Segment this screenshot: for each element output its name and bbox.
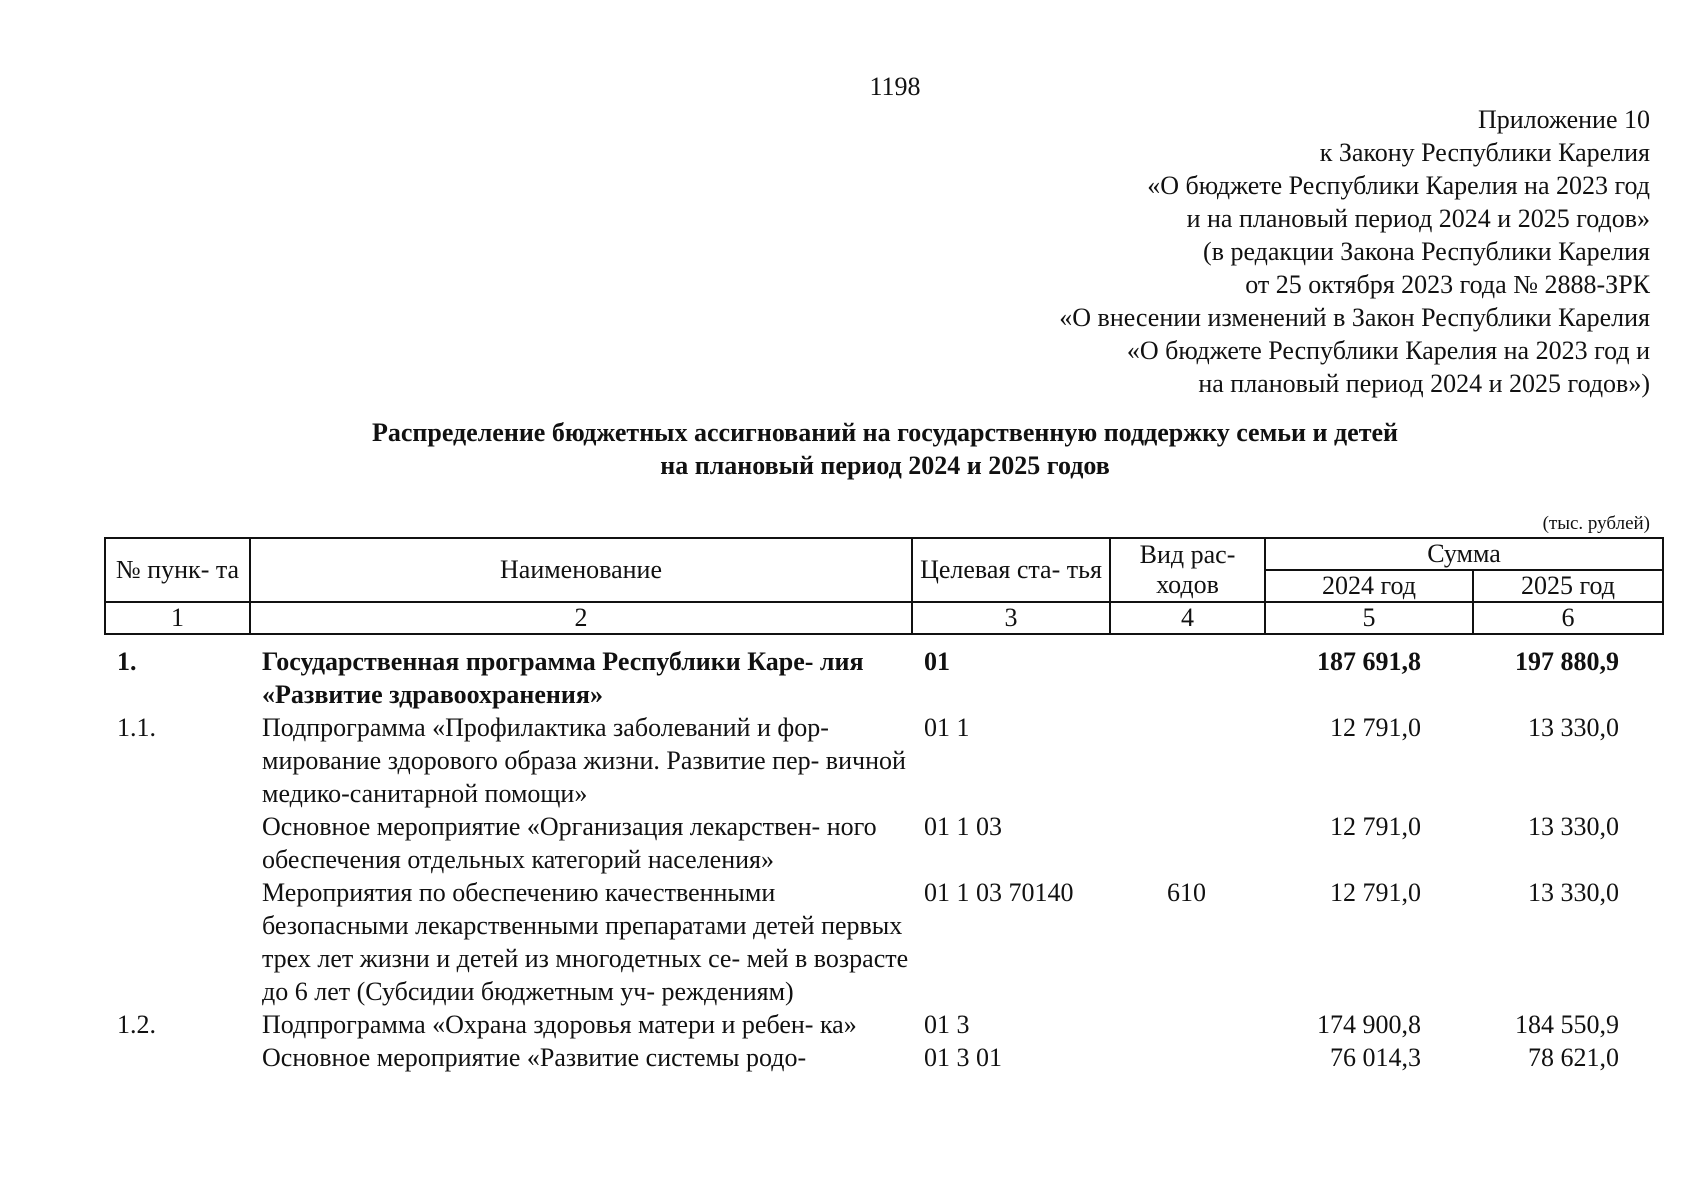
table-row bbox=[104, 645, 1662, 711]
cell-y2024: 174 900,8 bbox=[1317, 1010, 1421, 1039]
cell-name: Основное мероприятие «Развитие системы родо- bbox=[262, 1043, 807, 1072]
cell-name: Основное мероприятие «Организация лекарствен- ного обеспечения отдельных категорий населения» bbox=[262, 812, 877, 874]
cell-y2024: 187 691,8 bbox=[1317, 647, 1421, 676]
document-title-line: на плановый период 2024 и 2025 годов bbox=[660, 451, 1110, 480]
cell-y2024: 12 791,0 bbox=[1330, 878, 1421, 907]
header-name: Наименование bbox=[250, 538, 912, 602]
column-number: 1 bbox=[105, 602, 250, 634]
header-kind: Вид рас- ходов bbox=[1110, 538, 1265, 602]
cell-code: 01 3 01 bbox=[924, 1043, 1002, 1072]
appendix-line: к Закону Республики Карелия bbox=[1319, 138, 1650, 167]
cell-num: 1.2. bbox=[117, 1010, 156, 1039]
cell-y2025: 13 330,0 bbox=[1528, 713, 1619, 742]
cell-y2025: 197 880,9 bbox=[1515, 647, 1619, 676]
cell-kind bbox=[1124, 1008, 1249, 1041]
cell-y2024: 76 014,3 bbox=[1330, 1043, 1421, 1072]
table-row bbox=[104, 711, 1662, 810]
cell-code: 01 3 bbox=[924, 1010, 970, 1039]
cell-name: Государственная программа Республики Каре- лия «Развитие здравоохранения» bbox=[262, 647, 864, 709]
appendix-line: на плановый период 2024 и 2025 годов») bbox=[1198, 369, 1650, 398]
cell-num: 1. bbox=[117, 647, 137, 676]
column-number: 5 bbox=[1265, 602, 1473, 634]
cell-kind bbox=[1124, 810, 1249, 876]
appendix-line: от 25 октября 2023 года № 2888-ЗРК bbox=[1245, 270, 1650, 299]
column-number: 6 bbox=[1473, 602, 1663, 634]
appendix-header bbox=[1059, 103, 1650, 400]
appendix-line: «О бюджете Республики Карелия на 2023 год и bbox=[1126, 336, 1650, 365]
table-header bbox=[104, 537, 1664, 635]
table-row bbox=[104, 876, 1662, 1008]
cell-num bbox=[104, 810, 262, 876]
cell-num bbox=[104, 876, 262, 1008]
cell-name: Подпрограмма «Профилактика заболеваний и фор- мирование здорового образа жизни. Развитие пер- вичной медико-санитарной помощи» bbox=[262, 713, 906, 808]
cell-kind bbox=[1124, 1041, 1249, 1074]
cell-y2024: 12 791,0 bbox=[1330, 812, 1421, 841]
cell-code: 01 1 03 70140 bbox=[924, 878, 1074, 907]
cell-code: 01 1 bbox=[924, 713, 970, 742]
cell-y2025: 13 330,0 bbox=[1528, 878, 1619, 907]
cell-num bbox=[104, 1041, 262, 1074]
column-number: 3 bbox=[912, 602, 1110, 634]
table-body bbox=[104, 645, 1662, 1074]
header-2024: 2024 год bbox=[1265, 570, 1473, 602]
cell-y2024: 12 791,0 bbox=[1330, 713, 1421, 742]
header-num: № пунк- та bbox=[105, 538, 250, 602]
appendix-line: Приложение 10 bbox=[1477, 105, 1650, 134]
appendix-line: и на плановый период 2024 и 2025 годов» bbox=[1186, 204, 1650, 233]
cell-y2025: 184 550,9 bbox=[1515, 1010, 1619, 1039]
cell-kind bbox=[1124, 645, 1249, 711]
cell-y2025: 13 330,0 bbox=[1528, 812, 1619, 841]
column-number: 4 bbox=[1110, 602, 1265, 634]
header-code: Целевая ста- тья bbox=[912, 538, 1110, 602]
table-row bbox=[104, 810, 1662, 876]
appendix-line: «О бюджете Республики Карелия на 2023 год bbox=[1147, 171, 1650, 200]
cell-name: Мероприятия по обеспечению качественными безопасными лекарственными препаратами детей первых трех лет жизни и детей из многодетных се- мей в возрасте до 6 лет (Субсидии бюджетным уч- реждениям) bbox=[262, 878, 909, 1006]
page-number: 1198 bbox=[869, 72, 921, 101]
document-title bbox=[300, 416, 1470, 482]
cell-kind: 610 bbox=[1167, 878, 1206, 907]
cell-num: 1.1. bbox=[117, 713, 156, 742]
cell-kind bbox=[1124, 711, 1249, 810]
cell-code: 01 1 03 bbox=[924, 812, 1002, 841]
document-title-line: Распределение бюджетных ассигнований на государственную поддержку семьи и детей bbox=[371, 418, 1399, 447]
cell-y2025: 78 621,0 bbox=[1528, 1043, 1619, 1072]
appendix-line: (в редакции Закона Республики Карелия bbox=[1203, 237, 1650, 266]
appendix-line: «О внесении изменений в Закон Республики Карелия bbox=[1059, 303, 1650, 332]
cell-name: Подпрограмма «Охрана здоровья матери и ребен- ка» bbox=[262, 1010, 857, 1039]
column-number: 2 bbox=[250, 602, 912, 634]
cell-code: 01 bbox=[924, 647, 950, 676]
table-row bbox=[104, 1041, 1662, 1074]
table-row bbox=[104, 1008, 1662, 1041]
header-sum: Сумма bbox=[1265, 538, 1663, 570]
header-2025: 2025 год bbox=[1473, 570, 1663, 602]
units-note: (тыс. рублей) bbox=[1542, 513, 1650, 534]
